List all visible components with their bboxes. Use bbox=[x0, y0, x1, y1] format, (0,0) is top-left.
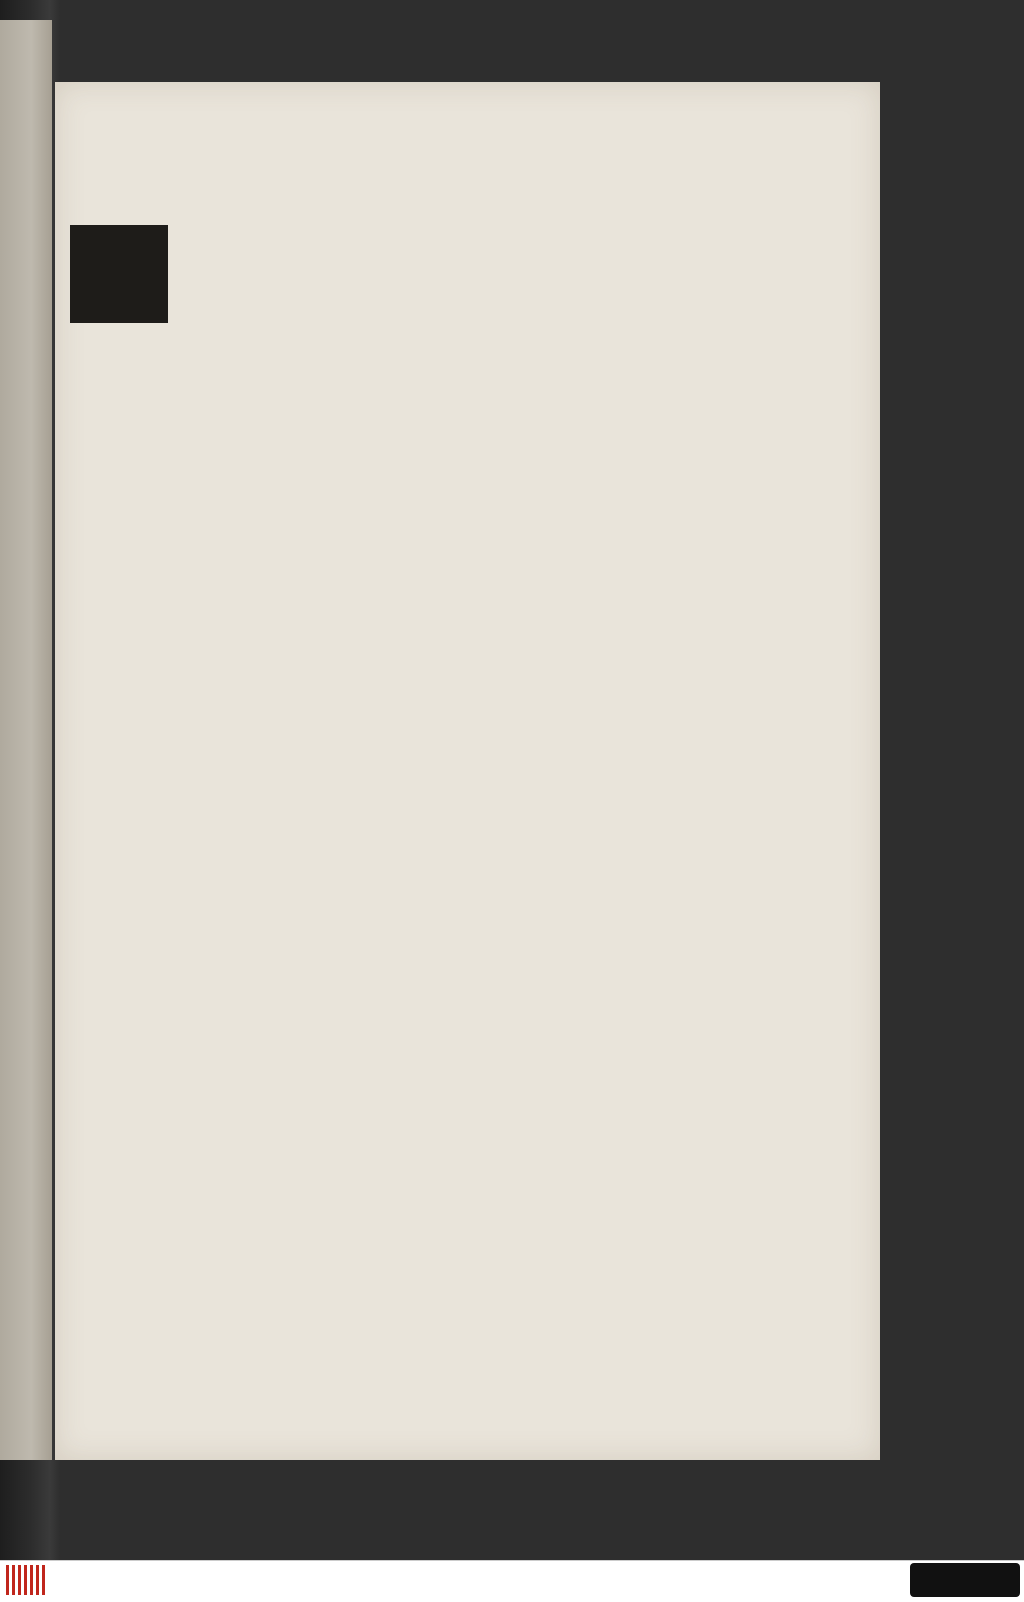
page-sheet bbox=[55, 82, 880, 1460]
barcode-logo bbox=[6, 1565, 50, 1595]
previous-page-edge bbox=[0, 20, 52, 1460]
ornamental-initial bbox=[70, 225, 168, 323]
cc-license-badge[interactable] bbox=[910, 1563, 1020, 1597]
footer-bar bbox=[0, 1560, 1024, 1602]
initial-s bbox=[68, 692, 114, 754]
